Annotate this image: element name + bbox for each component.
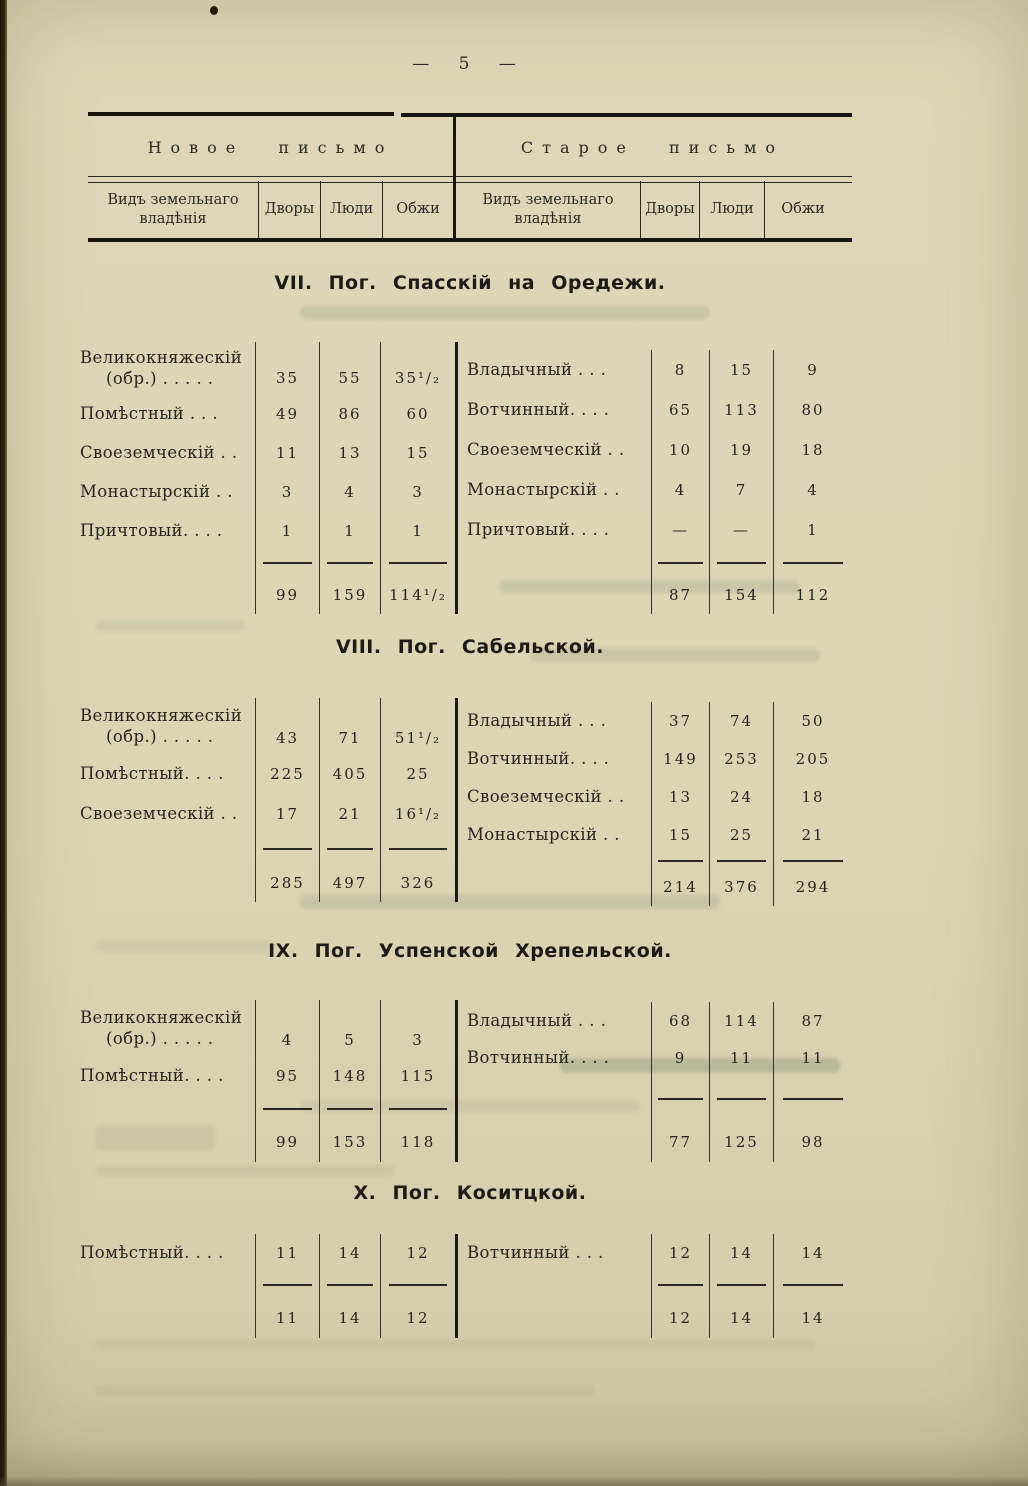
total-separator	[773, 550, 852, 576]
cell-lyudi: 25	[709, 816, 773, 854]
cell-obzhi: 21	[773, 816, 852, 854]
bleed-through	[95, 1165, 395, 1176]
row-label: Вотчинный. . . .	[467, 400, 610, 420]
section-x	[0, 1182, 1028, 1342]
total-obzhi: 326	[380, 864, 455, 902]
total-separator	[319, 550, 380, 576]
cell-lyudi: 14	[319, 1234, 380, 1272]
row-label: Своеземческій . .	[467, 787, 625, 807]
header-top-rule	[88, 112, 394, 116]
total-lyudi: 159	[319, 576, 380, 614]
total-separator	[319, 1096, 380, 1122]
total-dvory: 87	[651, 576, 709, 614]
cell-obzhi: 3	[380, 472, 455, 511]
total-separator	[651, 1076, 709, 1122]
column-header-lyudi: Люди	[699, 181, 764, 238]
cell-lyudi: 4	[319, 472, 380, 511]
cell-lyudi: 7	[709, 470, 773, 510]
cell-obzhi: 14	[773, 1234, 852, 1272]
cell-lyudi: 14	[709, 1234, 773, 1272]
column-header-obzhi: Обжи	[764, 181, 841, 238]
total-separator	[255, 1096, 319, 1122]
total-separator	[651, 1272, 709, 1298]
row-label: Вотчинный. . . .	[467, 749, 610, 769]
section-title: IX. Пог. Успенской Хрепельской.	[268, 940, 672, 962]
cell-dvory: 43	[255, 698, 319, 754]
column-header-dvory: Дворы	[258, 181, 320, 238]
total-separator	[709, 854, 773, 868]
column-header-dvory: Дворы	[640, 181, 699, 238]
cell-dvory: 95	[255, 1056, 319, 1096]
cell-dvory: 225	[255, 754, 319, 794]
cell-obzhi: 60	[380, 394, 455, 433]
cell-lyudi: 55	[319, 342, 380, 394]
bleed-through	[95, 1385, 595, 1396]
cell-lyudi: 253	[709, 740, 773, 778]
cell-lyudi: 71	[319, 698, 380, 754]
section-vii	[0, 272, 1028, 632]
header-new-census-title: Новое письмо	[147, 137, 394, 157]
cell-lyudi: 405	[319, 754, 380, 794]
total-separator	[773, 1076, 852, 1122]
total-dvory: 77	[651, 1122, 709, 1162]
total-separator	[255, 834, 319, 864]
cell-obzhi: 16¹/₂	[380, 794, 455, 834]
total-separator	[651, 550, 709, 576]
total-lyudi: 125	[709, 1122, 773, 1162]
row-label: Монастырскій . .	[467, 480, 620, 500]
cell-obzhi: 18	[773, 778, 852, 816]
header-bottom-rule	[88, 238, 852, 242]
row-label: Вотчинный . . .	[467, 1243, 604, 1263]
section-viii	[0, 636, 1028, 926]
total-dvory: 11	[255, 1298, 319, 1338]
total-dvory: 12	[651, 1298, 709, 1338]
cell-obzhi: 11	[773, 1040, 852, 1076]
total-separator	[709, 1272, 773, 1298]
total-separator	[380, 1272, 455, 1298]
cell-obzhi: 80	[773, 390, 852, 430]
cell-obzhi: 25	[380, 754, 455, 794]
total-lyudi: 14	[709, 1298, 773, 1338]
total-separator	[651, 854, 709, 868]
cell-obzhi: 50	[773, 702, 852, 740]
page-number: — 5 —	[412, 54, 520, 74]
cell-lyudi: 148	[319, 1056, 380, 1096]
cell-lyudi: 15	[709, 350, 773, 390]
header-old-census-title: Старое письмо	[520, 137, 785, 157]
cell-obzhi: 115	[380, 1056, 455, 1096]
row-label: Владычный . . .	[467, 360, 607, 380]
cell-obzhi: 1	[380, 511, 455, 550]
row-label: Своеземческій . .	[80, 804, 238, 824]
total-obzhi: 294	[773, 868, 852, 906]
total-obzhi: 112	[773, 576, 852, 614]
cell-dvory: 68	[651, 1002, 709, 1040]
cell-obzhi: 3	[380, 1000, 455, 1056]
total-separator	[319, 1272, 380, 1298]
total-separator	[773, 1272, 852, 1298]
cell-lyudi: 5	[319, 1000, 380, 1056]
column-header-row	[88, 181, 852, 238]
total-dvory: 214	[651, 868, 709, 906]
total-separator	[773, 854, 852, 868]
total-dvory: 99	[255, 576, 319, 614]
cell-lyudi: 113	[709, 390, 773, 430]
cell-dvory: 149	[651, 740, 709, 778]
total-obzhi: 114¹/₂	[380, 576, 455, 614]
cell-dvory: 4	[651, 470, 709, 510]
total-separator	[255, 550, 319, 576]
row-label: Монастырскій . .	[467, 825, 620, 845]
cell-dvory: 13	[651, 778, 709, 816]
row-label: Помѣстный. . . .	[80, 1066, 224, 1086]
total-separator	[380, 834, 455, 864]
row-label: Своеземческій . .	[467, 440, 625, 460]
cell-dvory: 10	[651, 430, 709, 470]
cell-lyudi: 19	[709, 430, 773, 470]
total-lyudi: 497	[319, 864, 380, 902]
total-separator	[380, 1096, 455, 1122]
ink-speck	[210, 6, 218, 15]
row-label: Монастырскій . .	[80, 481, 233, 501]
cell-lyudi: 11	[709, 1040, 773, 1076]
section-viii-right-table	[467, 702, 852, 906]
row-label: Помѣстный. . . .	[80, 764, 224, 784]
cell-obzhi: 51¹/₂	[380, 698, 455, 754]
cell-dvory: 4	[255, 1000, 319, 1056]
total-lyudi: 376	[709, 868, 773, 906]
cell-dvory: —	[651, 510, 709, 550]
cell-dvory: 49	[255, 394, 319, 433]
row-label: Владычный . . .	[467, 1011, 607, 1031]
cell-obzhi: 87	[773, 1002, 852, 1040]
total-dvory: 285	[255, 864, 319, 902]
total-lyudi: 14	[319, 1298, 380, 1338]
row-label: Причтовый. . . .	[80, 520, 223, 540]
cell-lyudi: 13	[319, 433, 380, 472]
cell-dvory: 8	[651, 350, 709, 390]
row-label: Великокняжескій (обр.) . . . . .	[80, 1007, 243, 1048]
cell-obzhi: 18	[773, 430, 852, 470]
total-lyudi: 153	[319, 1122, 380, 1162]
row-label: Помѣстный. . . .	[80, 1243, 224, 1263]
section-title: VII. Пог. Спасскій на Оредежи.	[274, 272, 666, 294]
cell-dvory: 12	[651, 1234, 709, 1272]
section-title: X. Пог. Коситцкой.	[353, 1182, 587, 1204]
row-label: Великокняжескій (обр.) . . . . .	[80, 705, 243, 746]
cell-dvory: 35	[255, 342, 319, 394]
row-label: Великокняжескій (обр.) . . . . .	[80, 347, 243, 388]
page-bottom-shadow	[0, 1476, 1028, 1486]
column-header-lyudi: Люди	[320, 181, 382, 238]
section-ix-right-table	[467, 1002, 852, 1162]
cell-dvory: 1	[255, 511, 319, 550]
cell-obzhi: 4	[773, 470, 852, 510]
cell-dvory: 11	[255, 1234, 319, 1272]
section-ix	[0, 940, 1028, 1165]
row-label: Помѣстный . . .	[80, 403, 219, 423]
total-separator	[319, 834, 380, 864]
total-separator	[709, 550, 773, 576]
header-center-divider	[453, 115, 456, 242]
cell-obzhi: 15	[380, 433, 455, 472]
row-label: Причтовый. . . .	[467, 520, 610, 540]
cell-dvory: 11	[255, 433, 319, 472]
column-header-type: Видъ земельнаго владѣнія	[107, 192, 239, 227]
row-label: Вотчинный. . . .	[467, 1048, 610, 1068]
cell-dvory: 65	[651, 390, 709, 430]
cell-obzhi: 35¹/₂	[380, 342, 455, 394]
section-vii-left-table	[80, 342, 458, 614]
header-top-rule	[401, 113, 852, 117]
total-lyudi: 154	[709, 576, 773, 614]
cell-lyudi: 86	[319, 394, 380, 433]
total-separator	[380, 550, 455, 576]
section-x-left-table	[80, 1234, 458, 1338]
total-dvory: 99	[255, 1122, 319, 1162]
cell-dvory: 15	[651, 816, 709, 854]
cell-lyudi: 114	[709, 1002, 773, 1040]
cell-dvory: 17	[255, 794, 319, 834]
cell-lyudi: 1	[319, 511, 380, 550]
cell-obzhi: 1	[773, 510, 852, 550]
row-label: Владычный . . .	[467, 711, 607, 731]
total-obzhi: 98	[773, 1122, 852, 1162]
cell-obzhi: 9	[773, 350, 852, 390]
section-viii-left-table	[80, 698, 458, 902]
total-obzhi: 12	[380, 1298, 455, 1338]
cell-dvory: 3	[255, 472, 319, 511]
row-label: Своеземческій . .	[80, 442, 238, 462]
cell-lyudi: 24	[709, 778, 773, 816]
total-separator	[255, 1272, 319, 1298]
cell-lyudi: —	[709, 510, 773, 550]
total-separator	[709, 1076, 773, 1122]
cell-obzhi: 205	[773, 740, 852, 778]
section-x-right-table	[467, 1234, 852, 1338]
section-vii-right-table	[467, 350, 852, 614]
total-obzhi: 14	[773, 1298, 852, 1338]
column-header-obzhi: Обжи	[382, 181, 453, 238]
column-header-type: Видъ земельнаго владѣнія	[482, 192, 614, 227]
total-obzhi: 118	[380, 1122, 455, 1162]
cell-lyudi: 74	[709, 702, 773, 740]
cell-dvory: 9	[651, 1040, 709, 1076]
cell-obzhi: 12	[380, 1234, 455, 1272]
cell-lyudi: 21	[319, 794, 380, 834]
cell-dvory: 37	[651, 702, 709, 740]
section-ix-left-table	[80, 1000, 458, 1162]
section-title: VIII. Пог. Сабельской.	[335, 636, 605, 658]
